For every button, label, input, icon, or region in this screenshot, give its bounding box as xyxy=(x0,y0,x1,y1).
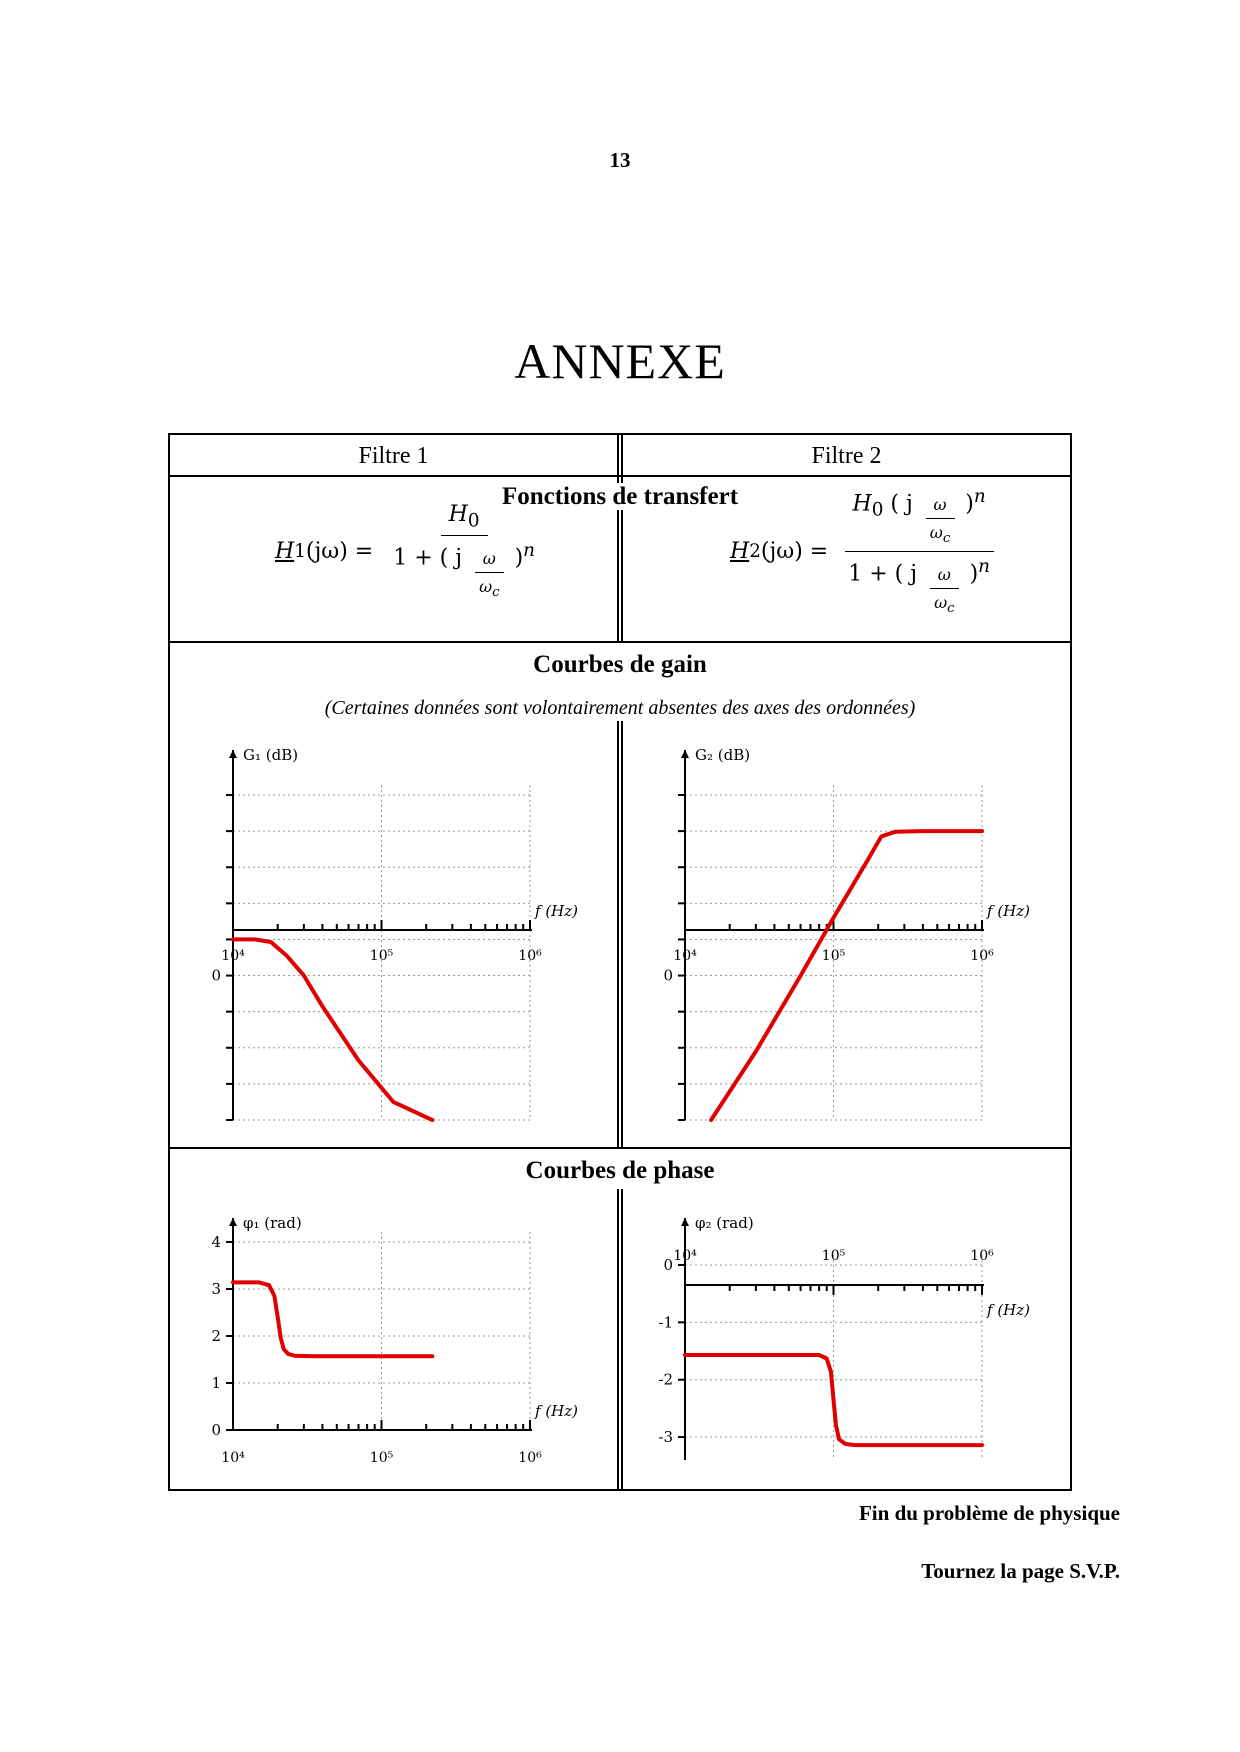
column-header-filtre-1: Filtre 1 xyxy=(358,443,429,469)
y-tick-label: -2 xyxy=(658,1370,673,1389)
x-tick-label: 10⁴ xyxy=(673,1248,697,1264)
h1-j: j xyxy=(455,545,463,571)
h1-exponent: n xyxy=(523,539,535,561)
formula-h2 xyxy=(730,485,998,617)
x-axis-label: f (Hz) xyxy=(535,902,579,920)
x-tick-label: 10⁴ xyxy=(221,1450,245,1466)
h1-num-sub: 0 xyxy=(467,509,480,531)
h2-num-sub: 0 xyxy=(871,499,884,521)
h1-den-prefix: 1 + xyxy=(393,545,433,571)
y-tick-label: 2 xyxy=(211,1327,221,1345)
data-series-line xyxy=(233,1282,432,1356)
phase-chart-filtre-1 xyxy=(200,1200,620,1470)
section-title-phase-text: Courbes de phase xyxy=(514,1157,727,1184)
page-number: 13 xyxy=(609,148,631,172)
h2-j: j xyxy=(910,560,918,586)
h2-num-omega: ω xyxy=(926,495,955,519)
x-tick-label: 10⁶ xyxy=(970,948,994,964)
gain-chart-filtre-1 xyxy=(200,735,620,1135)
section-title-gain-text: Courbes de gain xyxy=(521,651,719,678)
x-tick-label: 10⁵ xyxy=(821,948,846,964)
h1-symbol: H xyxy=(275,538,295,564)
h2-omega-c-sub: c xyxy=(947,601,955,617)
y-axis-label: φ₂ (rad) xyxy=(695,1214,754,1232)
gain-note-text: (Certaines données sont volontairement absentes des axes des ordonnées) xyxy=(319,697,922,719)
h2-exponent: n xyxy=(978,555,990,577)
y-axis-label: φ₁ (rad) xyxy=(243,1214,302,1232)
h1-arg: (jω) = xyxy=(305,538,374,564)
y-tick-label: -3 xyxy=(658,1428,673,1447)
h1-fraction: $H_0$ 1 + ( j $\frac{\omega}{\omega_c}$ )$^n$ xyxy=(393,501,535,601)
column-header-filtre-2: Filtre 2 xyxy=(811,443,882,469)
gain-chart-filtre-2 xyxy=(652,735,1072,1135)
y-tick-label: 1 xyxy=(211,1374,221,1392)
h2-arg: (jω) = xyxy=(760,538,829,564)
h2-symbol: H xyxy=(730,538,750,564)
section-rule-gain xyxy=(170,641,1070,643)
h2-num: H xyxy=(852,491,872,517)
data-series-line xyxy=(233,939,432,1120)
annex-title: ANNEXE xyxy=(514,333,726,389)
y-tick-label: -1 xyxy=(658,1313,673,1332)
y-axis-label: G₂ (dB) xyxy=(695,746,751,764)
h2-num-omega-c-sub: c xyxy=(942,531,951,547)
y-axis-arrow xyxy=(681,1218,689,1226)
section-title-gain xyxy=(170,651,1070,679)
h1-omega: ω xyxy=(475,549,504,573)
h2-den-prefix: 1 + xyxy=(848,560,888,586)
x-axis-label: f (Hz) xyxy=(987,1301,1031,1319)
x-tick-label: 10⁵ xyxy=(821,1248,846,1264)
h2-num-exponent: n xyxy=(973,485,986,507)
h1-omega-c-sub: c xyxy=(492,585,500,601)
y-tick-label: 0 xyxy=(211,1421,221,1439)
y-axis-arrow xyxy=(229,750,237,758)
x-tick-label: 10⁵ xyxy=(369,1450,394,1466)
footer-turn-page: Tournez la page S.V.P. xyxy=(921,1559,1120,1583)
x-axis-label: f (Hz) xyxy=(987,902,1031,920)
section-title-transfer-text: Fonctions de transfert xyxy=(490,483,750,510)
phase-chart-filtre-2 xyxy=(652,1200,1072,1470)
h1-num: H xyxy=(448,501,468,527)
h2-num-omega-c: ω xyxy=(929,523,943,543)
y-axis-arrow xyxy=(229,1218,237,1226)
x-tick-label: 10⁴ xyxy=(673,948,697,964)
x-tick-label: 10⁶ xyxy=(518,1450,542,1466)
y-tick-label: 0 xyxy=(663,1256,673,1274)
x-axis-label: f (Hz) xyxy=(535,1402,579,1420)
h2-omega-c: ω xyxy=(934,592,948,612)
h2-omega: ω xyxy=(930,565,959,589)
x-tick-label: 10⁴ xyxy=(221,948,245,964)
h2-sub: 2 xyxy=(749,540,761,562)
x-tick-label: 10⁶ xyxy=(970,1248,994,1264)
y-axis-arrow xyxy=(681,750,689,758)
h2-num-j: j xyxy=(905,491,913,517)
h1-sub: 1 xyxy=(294,540,306,562)
x-tick-label: 10⁵ xyxy=(369,948,394,964)
formula-h1 xyxy=(275,501,543,601)
y-tick-label: 3 xyxy=(211,1280,221,1298)
y-tick-label: 4 xyxy=(211,1233,221,1251)
section-title-phase xyxy=(170,1157,1070,1185)
y-tick-label: 0 xyxy=(663,966,673,985)
footer-end-note: Fin du problème de physique xyxy=(858,1501,1120,1525)
y-axis-label: G₁ (dB) xyxy=(243,746,299,764)
section-rule-phase xyxy=(170,1147,1070,1149)
gain-note xyxy=(170,697,1070,720)
y-tick-label: 0 xyxy=(211,966,221,985)
h2-fraction: $H_0$ ( j $\frac{\omega}{\omega_c}$ )$^n$ 1 + ( j $\frac{\omega}{\omega_c}$ )$^n$ xyxy=(840,486,998,616)
h1-omega-c: ω xyxy=(479,577,493,597)
x-tick-label: 10⁶ xyxy=(518,948,542,964)
